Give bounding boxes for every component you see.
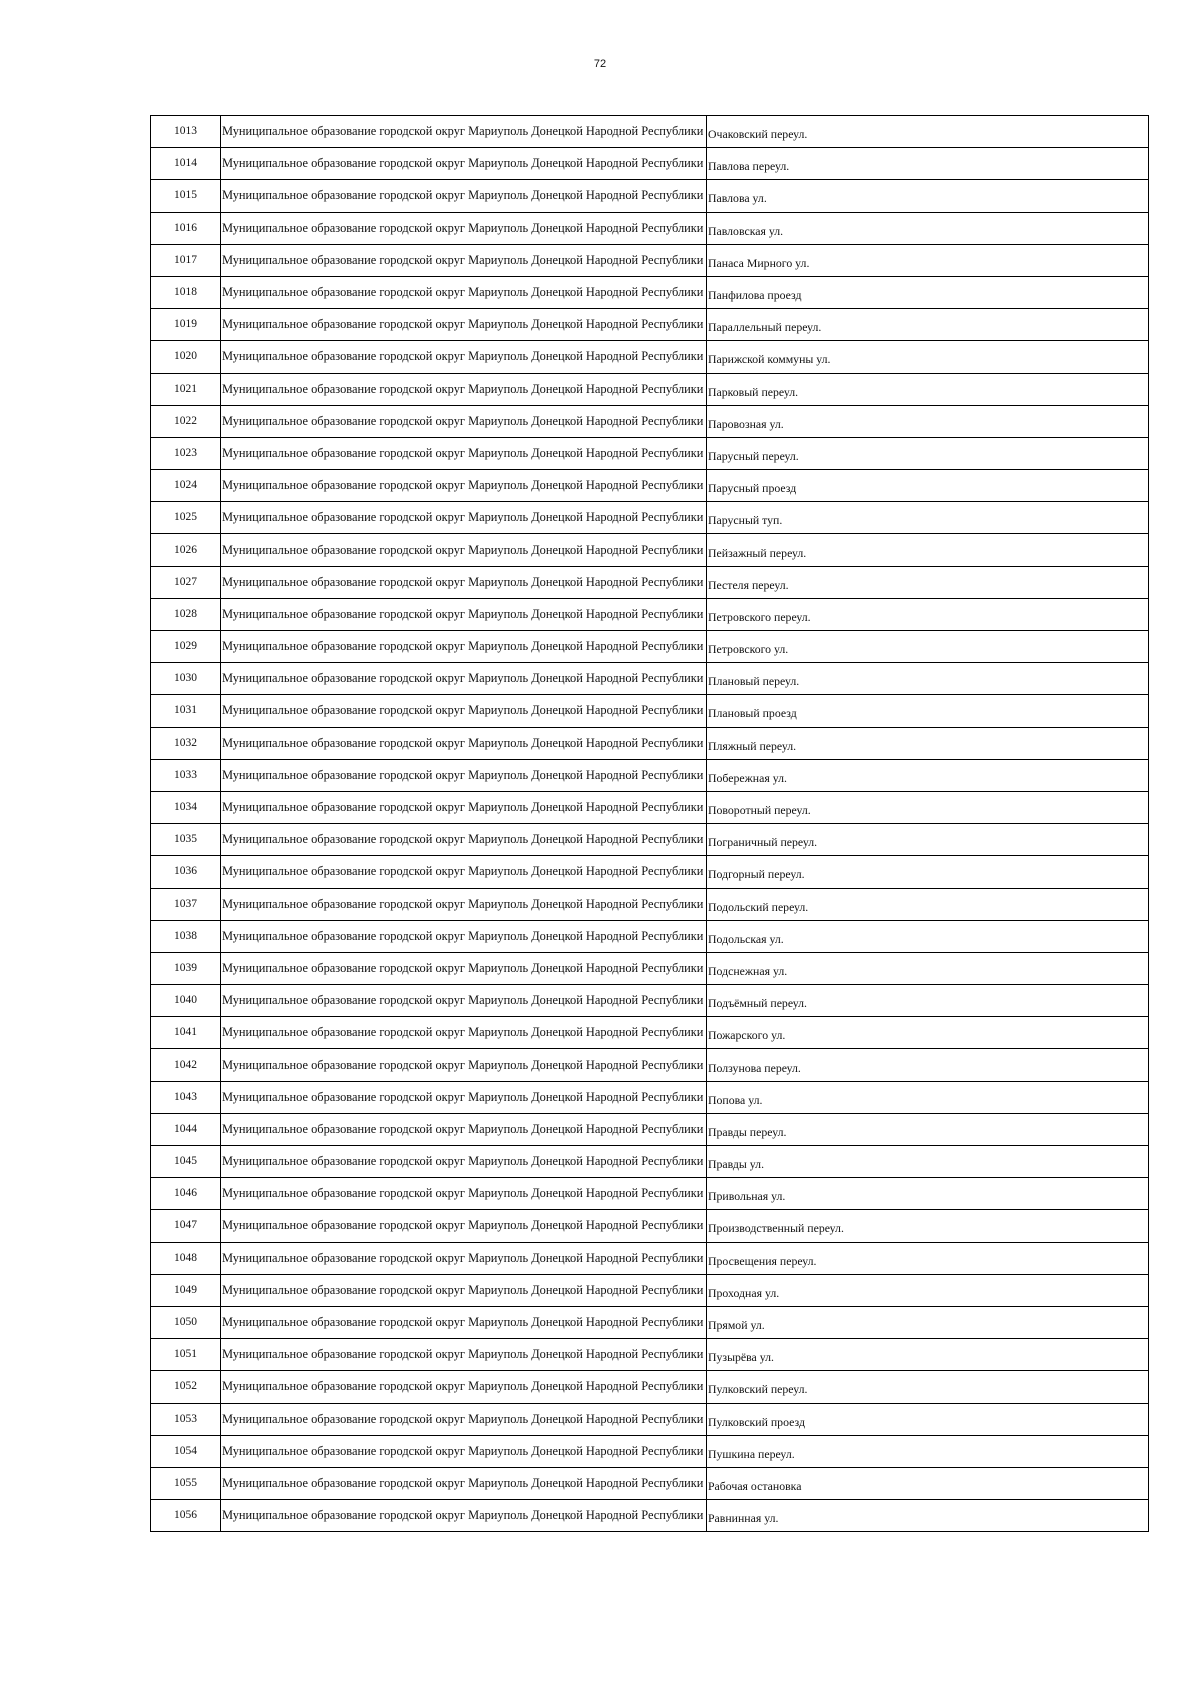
street-name-cell: Плановый переул. — [707, 663, 1149, 695]
street-name-cell: Просвещения переул. — [707, 1242, 1149, 1274]
street-name-cell: Парижской коммуны ул. — [707, 341, 1149, 373]
municipality-cell: Муниципальное образование городской округ Мариуполь Донецкой Народной Республики — [221, 1017, 707, 1049]
table-row — [151, 244, 1149, 276]
row-number-cell: 1016 — [151, 212, 221, 244]
street-name-cell: Парусный переул. — [707, 437, 1149, 469]
table-row — [151, 341, 1149, 373]
row-number-cell: 1028 — [151, 598, 221, 630]
street-name-cell: Плановый проезд — [707, 695, 1149, 727]
row-number-cell: 1036 — [151, 856, 221, 888]
street-name-cell: Парковый переул. — [707, 373, 1149, 405]
municipality-cell: Муниципальное образование городской округ Мариуполь Донецкой Народной Республики — [221, 759, 707, 791]
row-number-cell: 1037 — [151, 888, 221, 920]
row-number-cell: 1020 — [151, 341, 221, 373]
municipality-cell: Муниципальное образование городской округ Мариуполь Донецкой Народной Республики — [221, 116, 707, 148]
street-name-cell: Подольская ул. — [707, 920, 1149, 952]
street-name-cell: Рабочая остановка — [707, 1467, 1149, 1499]
table-row — [151, 276, 1149, 308]
street-name-cell: Равнинная ул. — [707, 1500, 1149, 1532]
municipality-cell: Муниципальное образование городской округ Мариуполь Донецкой Народной Республики — [221, 437, 707, 469]
row-number-cell: 1019 — [151, 309, 221, 341]
row-number-cell: 1025 — [151, 502, 221, 534]
municipality-cell: Муниципальное образование городской округ Мариуполь Донецкой Народной Республики — [221, 534, 707, 566]
row-number-cell: 1015 — [151, 180, 221, 212]
street-name-cell: Паровозная ул. — [707, 405, 1149, 437]
street-name-cell: Поворотный переул. — [707, 791, 1149, 823]
table-row — [151, 1274, 1149, 1306]
row-number-cell: 1029 — [151, 631, 221, 663]
table-row — [151, 116, 1149, 148]
table-row — [151, 1435, 1149, 1467]
street-name-cell: Проходная ул. — [707, 1274, 1149, 1306]
table-row — [151, 985, 1149, 1017]
municipality-cell: Муниципальное образование городской округ Мариуполь Донецкой Народной Республики — [221, 1403, 707, 1435]
table-row — [151, 663, 1149, 695]
streets-table — [150, 115, 1149, 1532]
street-name-cell: Ползунова переул. — [707, 1049, 1149, 1081]
street-name-cell: Попова ул. — [707, 1081, 1149, 1113]
municipality-cell: Муниципальное образование городской округ Мариуполь Донецкой Народной Республики — [221, 309, 707, 341]
municipality-cell: Муниципальное образование городской округ Мариуполь Донецкой Народной Республики — [221, 1467, 707, 1499]
row-number-cell: 1045 — [151, 1146, 221, 1178]
municipality-cell: Муниципальное образование городской округ Мариуполь Донецкой Народной Республики — [221, 663, 707, 695]
street-name-cell: Пограничный переул. — [707, 824, 1149, 856]
street-name-cell: Подъёмный переул. — [707, 985, 1149, 1017]
municipality-cell: Муниципальное образование городской округ Мариуполь Донецкой Народной Республики — [221, 1049, 707, 1081]
street-name-cell: Привольная ул. — [707, 1178, 1149, 1210]
street-name-cell: Пляжный переул. — [707, 727, 1149, 759]
table-row — [151, 759, 1149, 791]
table-row — [151, 888, 1149, 920]
street-name-cell: Петровского ул. — [707, 631, 1149, 663]
municipality-cell: Муниципальное образование городской округ Мариуполь Донецкой Народной Республики — [221, 631, 707, 663]
table-row — [151, 1500, 1149, 1532]
table-row — [151, 1306, 1149, 1338]
municipality-cell: Муниципальное образование городской округ Мариуполь Донецкой Народной Республики — [221, 502, 707, 534]
row-number-cell: 1027 — [151, 566, 221, 598]
municipality-cell: Муниципальное образование городской округ Мариуполь Донецкой Народной Республики — [221, 727, 707, 759]
street-name-cell: Панфилова проезд — [707, 276, 1149, 308]
street-name-cell: Панаса Мирного ул. — [707, 244, 1149, 276]
table-row — [151, 373, 1149, 405]
table-row — [151, 180, 1149, 212]
street-name-cell: Подгорный переул. — [707, 856, 1149, 888]
row-number-cell: 1018 — [151, 276, 221, 308]
street-name-cell: Пулковский проезд — [707, 1403, 1149, 1435]
street-name-cell: Парусный туп. — [707, 502, 1149, 534]
table-row — [151, 1178, 1149, 1210]
row-number-cell: 1013 — [151, 116, 221, 148]
municipality-cell: Муниципальное образование городской округ Мариуполь Донецкой Народной Республики — [221, 1435, 707, 1467]
table-row — [151, 920, 1149, 952]
table-row — [151, 824, 1149, 856]
table-row — [151, 212, 1149, 244]
row-number-cell: 1051 — [151, 1339, 221, 1371]
row-number-cell: 1026 — [151, 534, 221, 566]
municipality-cell: Муниципальное образование городской округ Мариуполь Донецкой Народной Республики — [221, 470, 707, 502]
row-number-cell: 1017 — [151, 244, 221, 276]
municipality-cell: Муниципальное образование городской округ Мариуполь Донецкой Народной Республики — [221, 1242, 707, 1274]
table-row — [151, 502, 1149, 534]
table-row — [151, 566, 1149, 598]
table-row — [151, 309, 1149, 341]
street-name-cell: Очаковский переул. — [707, 116, 1149, 148]
municipality-cell: Муниципальное образование городской округ Мариуполь Донецкой Народной Республики — [221, 180, 707, 212]
row-number-cell: 1044 — [151, 1113, 221, 1145]
table-row — [151, 1242, 1149, 1274]
row-number-cell: 1038 — [151, 920, 221, 952]
municipality-cell: Муниципальное образование городской округ Мариуполь Донецкой Народной Республики — [221, 695, 707, 727]
street-name-cell: Подснежная ул. — [707, 952, 1149, 984]
street-name-cell: Павлова переул. — [707, 148, 1149, 180]
municipality-cell: Муниципальное образование городской округ Мариуполь Донецкой Народной Республики — [221, 1339, 707, 1371]
row-number-cell: 1055 — [151, 1467, 221, 1499]
table-row — [151, 1081, 1149, 1113]
row-number-cell: 1046 — [151, 1178, 221, 1210]
street-name-cell: Пестеля переул. — [707, 566, 1149, 598]
row-number-cell: 1032 — [151, 727, 221, 759]
street-name-cell: Павловская ул. — [707, 212, 1149, 244]
street-name-cell: Правды переул. — [707, 1113, 1149, 1145]
municipality-cell: Муниципальное образование городской округ Мариуполь Донецкой Народной Республики — [221, 888, 707, 920]
street-name-cell: Пулковский переул. — [707, 1371, 1149, 1403]
table-row — [151, 727, 1149, 759]
row-number-cell: 1022 — [151, 405, 221, 437]
row-number-cell: 1042 — [151, 1049, 221, 1081]
table-row — [151, 791, 1149, 823]
table-row — [151, 470, 1149, 502]
street-name-cell: Производственный переул. — [707, 1210, 1149, 1242]
municipality-cell: Муниципальное образование городской округ Мариуполь Донецкой Народной Республики — [221, 148, 707, 180]
row-number-cell: 1034 — [151, 791, 221, 823]
row-number-cell: 1031 — [151, 695, 221, 727]
municipality-cell: Муниципальное образование городской округ Мариуполь Донецкой Народной Республики — [221, 1081, 707, 1113]
table-row — [151, 1339, 1149, 1371]
table-row — [151, 695, 1149, 727]
table-row — [151, 534, 1149, 566]
table-row — [151, 1403, 1149, 1435]
municipality-cell: Муниципальное образование городской округ Мариуполь Донецкой Народной Республики — [221, 1500, 707, 1532]
row-number-cell: 1041 — [151, 1017, 221, 1049]
street-name-cell: Пейзажный переул. — [707, 534, 1149, 566]
row-number-cell: 1030 — [151, 663, 221, 695]
street-name-cell: Пузырёва ул. — [707, 1339, 1149, 1371]
row-number-cell: 1052 — [151, 1371, 221, 1403]
row-number-cell: 1056 — [151, 1500, 221, 1532]
row-number-cell: 1039 — [151, 952, 221, 984]
municipality-cell: Муниципальное образование городской округ Мариуполь Донецкой Народной Республики — [221, 1274, 707, 1306]
municipality-cell: Муниципальное образование городской округ Мариуполь Донецкой Народной Республики — [221, 244, 707, 276]
municipality-cell: Муниципальное образование городской округ Мариуполь Донецкой Народной Республики — [221, 1178, 707, 1210]
municipality-cell: Муниципальное образование городской округ Мариуполь Донецкой Народной Республики — [221, 1371, 707, 1403]
municipality-cell: Муниципальное образование городской округ Мариуполь Донецкой Народной Республики — [221, 985, 707, 1017]
table-row — [151, 1371, 1149, 1403]
row-number-cell: 1053 — [151, 1403, 221, 1435]
table-row — [151, 856, 1149, 888]
row-number-cell: 1021 — [151, 373, 221, 405]
municipality-cell: Муниципальное образование городской округ Мариуполь Донецкой Народной Республики — [221, 566, 707, 598]
row-number-cell: 1023 — [151, 437, 221, 469]
row-number-cell: 1047 — [151, 1210, 221, 1242]
table-body — [151, 116, 1149, 1532]
municipality-cell: Муниципальное образование городской округ Мариуполь Донецкой Народной Республики — [221, 1210, 707, 1242]
row-number-cell: 1014 — [151, 148, 221, 180]
street-name-cell: Пушкина переул. — [707, 1435, 1149, 1467]
table-row — [151, 1017, 1149, 1049]
table-row — [151, 437, 1149, 469]
municipality-cell: Муниципальное образование городской округ Мариуполь Донецкой Народной Республики — [221, 276, 707, 308]
table-row — [151, 952, 1149, 984]
row-number-cell: 1049 — [151, 1274, 221, 1306]
municipality-cell: Муниципальное образование городской округ Мариуполь Донецкой Народной Республики — [221, 341, 707, 373]
street-name-cell: Павлова ул. — [707, 180, 1149, 212]
table-row — [151, 405, 1149, 437]
street-name-cell: Петровского переул. — [707, 598, 1149, 630]
table-row — [151, 1146, 1149, 1178]
municipality-cell: Муниципальное образование городской округ Мариуполь Донецкой Народной Республики — [221, 1113, 707, 1145]
street-name-cell: Параллельный переул. — [707, 309, 1149, 341]
street-name-cell: Парусный проезд — [707, 470, 1149, 502]
row-number-cell: 1043 — [151, 1081, 221, 1113]
municipality-cell: Муниципальное образование городской округ Мариуполь Донецкой Народной Республики — [221, 1146, 707, 1178]
municipality-cell: Муниципальное образование городской округ Мариуполь Донецкой Народной Республики — [221, 405, 707, 437]
street-name-cell: Подольский переул. — [707, 888, 1149, 920]
row-number-cell: 1040 — [151, 985, 221, 1017]
table-row — [151, 148, 1149, 180]
municipality-cell: Муниципальное образование городской округ Мариуполь Донецкой Народной Республики — [221, 824, 707, 856]
municipality-cell: Муниципальное образование городской округ Мариуполь Донецкой Народной Республики — [221, 856, 707, 888]
table-row — [151, 1210, 1149, 1242]
table-row — [151, 1113, 1149, 1145]
table-row — [151, 631, 1149, 663]
street-name-cell: Пожарского ул. — [707, 1017, 1149, 1049]
municipality-cell: Муниципальное образование городской округ Мариуполь Донецкой Народной Республики — [221, 1306, 707, 1338]
municipality-cell: Муниципальное образование городской округ Мариуполь Донецкой Народной Республики — [221, 598, 707, 630]
municipality-cell: Муниципальное образование городской округ Мариуполь Донецкой Народной Республики — [221, 212, 707, 244]
row-number-cell: 1035 — [151, 824, 221, 856]
page-number: 72 — [593, 58, 607, 70]
row-number-cell: 1048 — [151, 1242, 221, 1274]
municipality-cell: Муниципальное образование городской округ Мариуполь Донецкой Народной Республики — [221, 952, 707, 984]
table-row — [151, 1049, 1149, 1081]
street-name-cell: Прямой ул. — [707, 1306, 1149, 1338]
row-number-cell: 1024 — [151, 470, 221, 502]
row-number-cell: 1050 — [151, 1306, 221, 1338]
municipality-cell: Муниципальное образование городской округ Мариуполь Донецкой Народной Республики — [221, 920, 707, 952]
table-row — [151, 1467, 1149, 1499]
street-name-cell: Правды ул. — [707, 1146, 1149, 1178]
row-number-cell: 1033 — [151, 759, 221, 791]
street-name-cell: Побережная ул. — [707, 759, 1149, 791]
municipality-cell: Муниципальное образование городской округ Мариуполь Донецкой Народной Республики — [221, 791, 707, 823]
table-row — [151, 598, 1149, 630]
municipality-cell: Муниципальное образование городской округ Мариуполь Донецкой Народной Республики — [221, 373, 707, 405]
row-number-cell: 1054 — [151, 1435, 221, 1467]
